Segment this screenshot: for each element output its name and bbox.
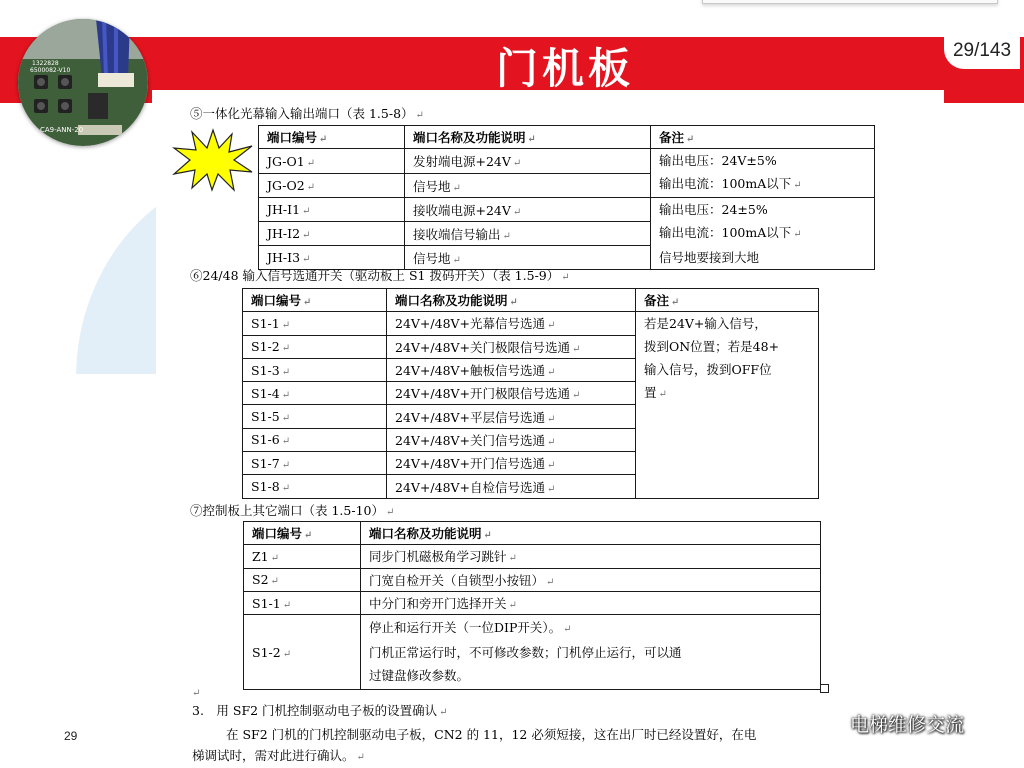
column-header: 备注 ↵ [636, 289, 819, 312]
empty-paragraph: ↵ [192, 688, 201, 699]
column-header: 端口编号 ↵ [243, 289, 387, 312]
column-header: 端口名称及功能说明 ↵ [405, 126, 651, 149]
table-header-row [259, 126, 875, 149]
board-label-2: 6500082-V10 [30, 67, 71, 74]
desc-cell: 24V+/48V+开门极限信号选通 ↵ [387, 382, 636, 405]
port-cell: JH-I1 ↵ [259, 198, 405, 222]
slide-title: 门机板 [495, 44, 634, 93]
paragraph-3-line-1: 在 SF2 门机的门机控制驱动电子板，CN2 的 11，12 必须短接，这在出厂时已经设置好，在电 [226, 727, 757, 742]
note-cell: 若是24V+输入信号， 拨到ON位置；若是48+ 输入信号，拨到OFF位 置 ↵ [636, 312, 819, 498]
desc-cell: 24V+/48V+关门信号选通 ↵ [387, 428, 636, 451]
port-cell: S1-2 ↵ [244, 615, 361, 690]
port-cell: S2 ↵ [244, 568, 361, 591]
port-cell: JG-O2 ↵ [259, 173, 405, 198]
paragraph-3-line-2: 梯调试时，需对此进行确认。 ↵ [192, 748, 365, 763]
port-cell: JH-I3 ↵ [259, 246, 405, 270]
desc-cell: 接收端电源+24V ↵ [405, 198, 651, 222]
desc-cell: 信号地 ↵ [405, 173, 651, 198]
desc-cell: 24V+/48V+开门信号选通 ↵ [387, 452, 636, 475]
column-header: 端口名称及功能说明 ↵ [361, 522, 821, 545]
port-cell: S1-5 ↵ [243, 405, 387, 428]
board-label-1: 1322828 [32, 60, 59, 67]
port-cell: S1-8 ↵ [243, 475, 387, 498]
desc-cell: 发射端电源+24V ↵ [405, 149, 651, 174]
column-header: 端口编号 ↵ [244, 522, 361, 545]
column-header: 端口编号 ↵ [259, 126, 405, 149]
desc-cell: 24V+/48V+平层信号选通 ↵ [387, 405, 636, 428]
table-header-row [244, 522, 821, 545]
desc-cell: 同步门机磁极角学习跳针 ↵ [361, 545, 821, 568]
table-row [244, 591, 821, 614]
section7-heading: ⑦控制板上其它端口（表 1.5-10） ↵ [190, 503, 395, 518]
port-cell: S1-3 ↵ [243, 358, 387, 381]
table-1-5-8 [258, 125, 875, 270]
port-cell: JH-I2 ↵ [259, 222, 405, 246]
table-row [244, 615, 821, 690]
port-cell: S1-1 ↵ [243, 312, 387, 335]
note-cell: 输出电压：24V±5% 输出电流：100mA以下 ↵ [651, 149, 875, 198]
port-cell: S1-1 ↵ [244, 591, 361, 614]
table-1-5-10 [243, 521, 821, 690]
page-counter: 29/143 [944, 33, 1020, 69]
column-header: 端口名称及功能说明 ↵ [387, 289, 636, 312]
paragraph-3-heading: 3. 用 SF2 门机控制驱动电子板的设置确认 ↵ [192, 703, 448, 718]
wechat-icon [818, 712, 844, 736]
table-end-marker [820, 684, 829, 693]
table-row [244, 568, 821, 591]
note-cell: 输出电压：24±5% 输出电流：100mA以下 ↵ 信号地要接到大地 [651, 198, 875, 270]
section6-heading: ⑥24/48 输入信号选通开关（驱动板上 S1 拨码开关）（表 1.5-9） ↵ [190, 268, 570, 283]
table-row [243, 312, 819, 335]
desc-cell: 停止和运行开关（一位DIP开关）。 ↵ 门机正常运行时，不可修改参数；门机停止运行，可以通 过键盘修改参数。 [361, 615, 821, 690]
port-cell: Z1 ↵ [244, 545, 361, 568]
table-row [259, 149, 875, 174]
desc-cell: 24V+/48V+光幕信号选通 ↵ [387, 312, 636, 335]
board-label-3: CA9-ANN-20 [40, 126, 84, 134]
desc-cell: 24V+/48V+触板信号选通 ↵ [387, 358, 636, 381]
desc-cell: 中分门和旁开门选择开关 ↵ [361, 591, 821, 614]
desc-cell: 门宽自检开关（自锁型小按钮） ↵ [361, 568, 821, 591]
port-cell: S1-7 ↵ [243, 452, 387, 475]
column-header: 备注 ↵ [651, 126, 875, 149]
port-cell: S1-6 ↵ [243, 428, 387, 451]
desc-cell: 接收端信号输出 ↵ [405, 222, 651, 246]
port-cell: S1-2 ↵ [243, 335, 387, 358]
port-cell: S1-4 ↵ [243, 382, 387, 405]
desc-cell: 信号地 ↵ [405, 246, 651, 270]
table-row [259, 198, 875, 222]
section5-heading: ⑤一体化光幕输入输出端口（表 1.5-8） ↵ [190, 106, 424, 121]
port-cell: JG-O1 ↵ [259, 149, 405, 174]
watermark [818, 710, 964, 737]
desc-cell: 24V+/48V+关门极限信号选通 ↵ [387, 335, 636, 358]
table-1-5-9 [242, 288, 819, 499]
table-header-row [243, 289, 819, 312]
watermark-text: 电梯维修交流 [850, 714, 965, 736]
slide-number: 29 [64, 729, 78, 743]
desc-cell: 24V+/48V+自检信号选通 ↵ [387, 475, 636, 498]
table-row [244, 545, 821, 568]
